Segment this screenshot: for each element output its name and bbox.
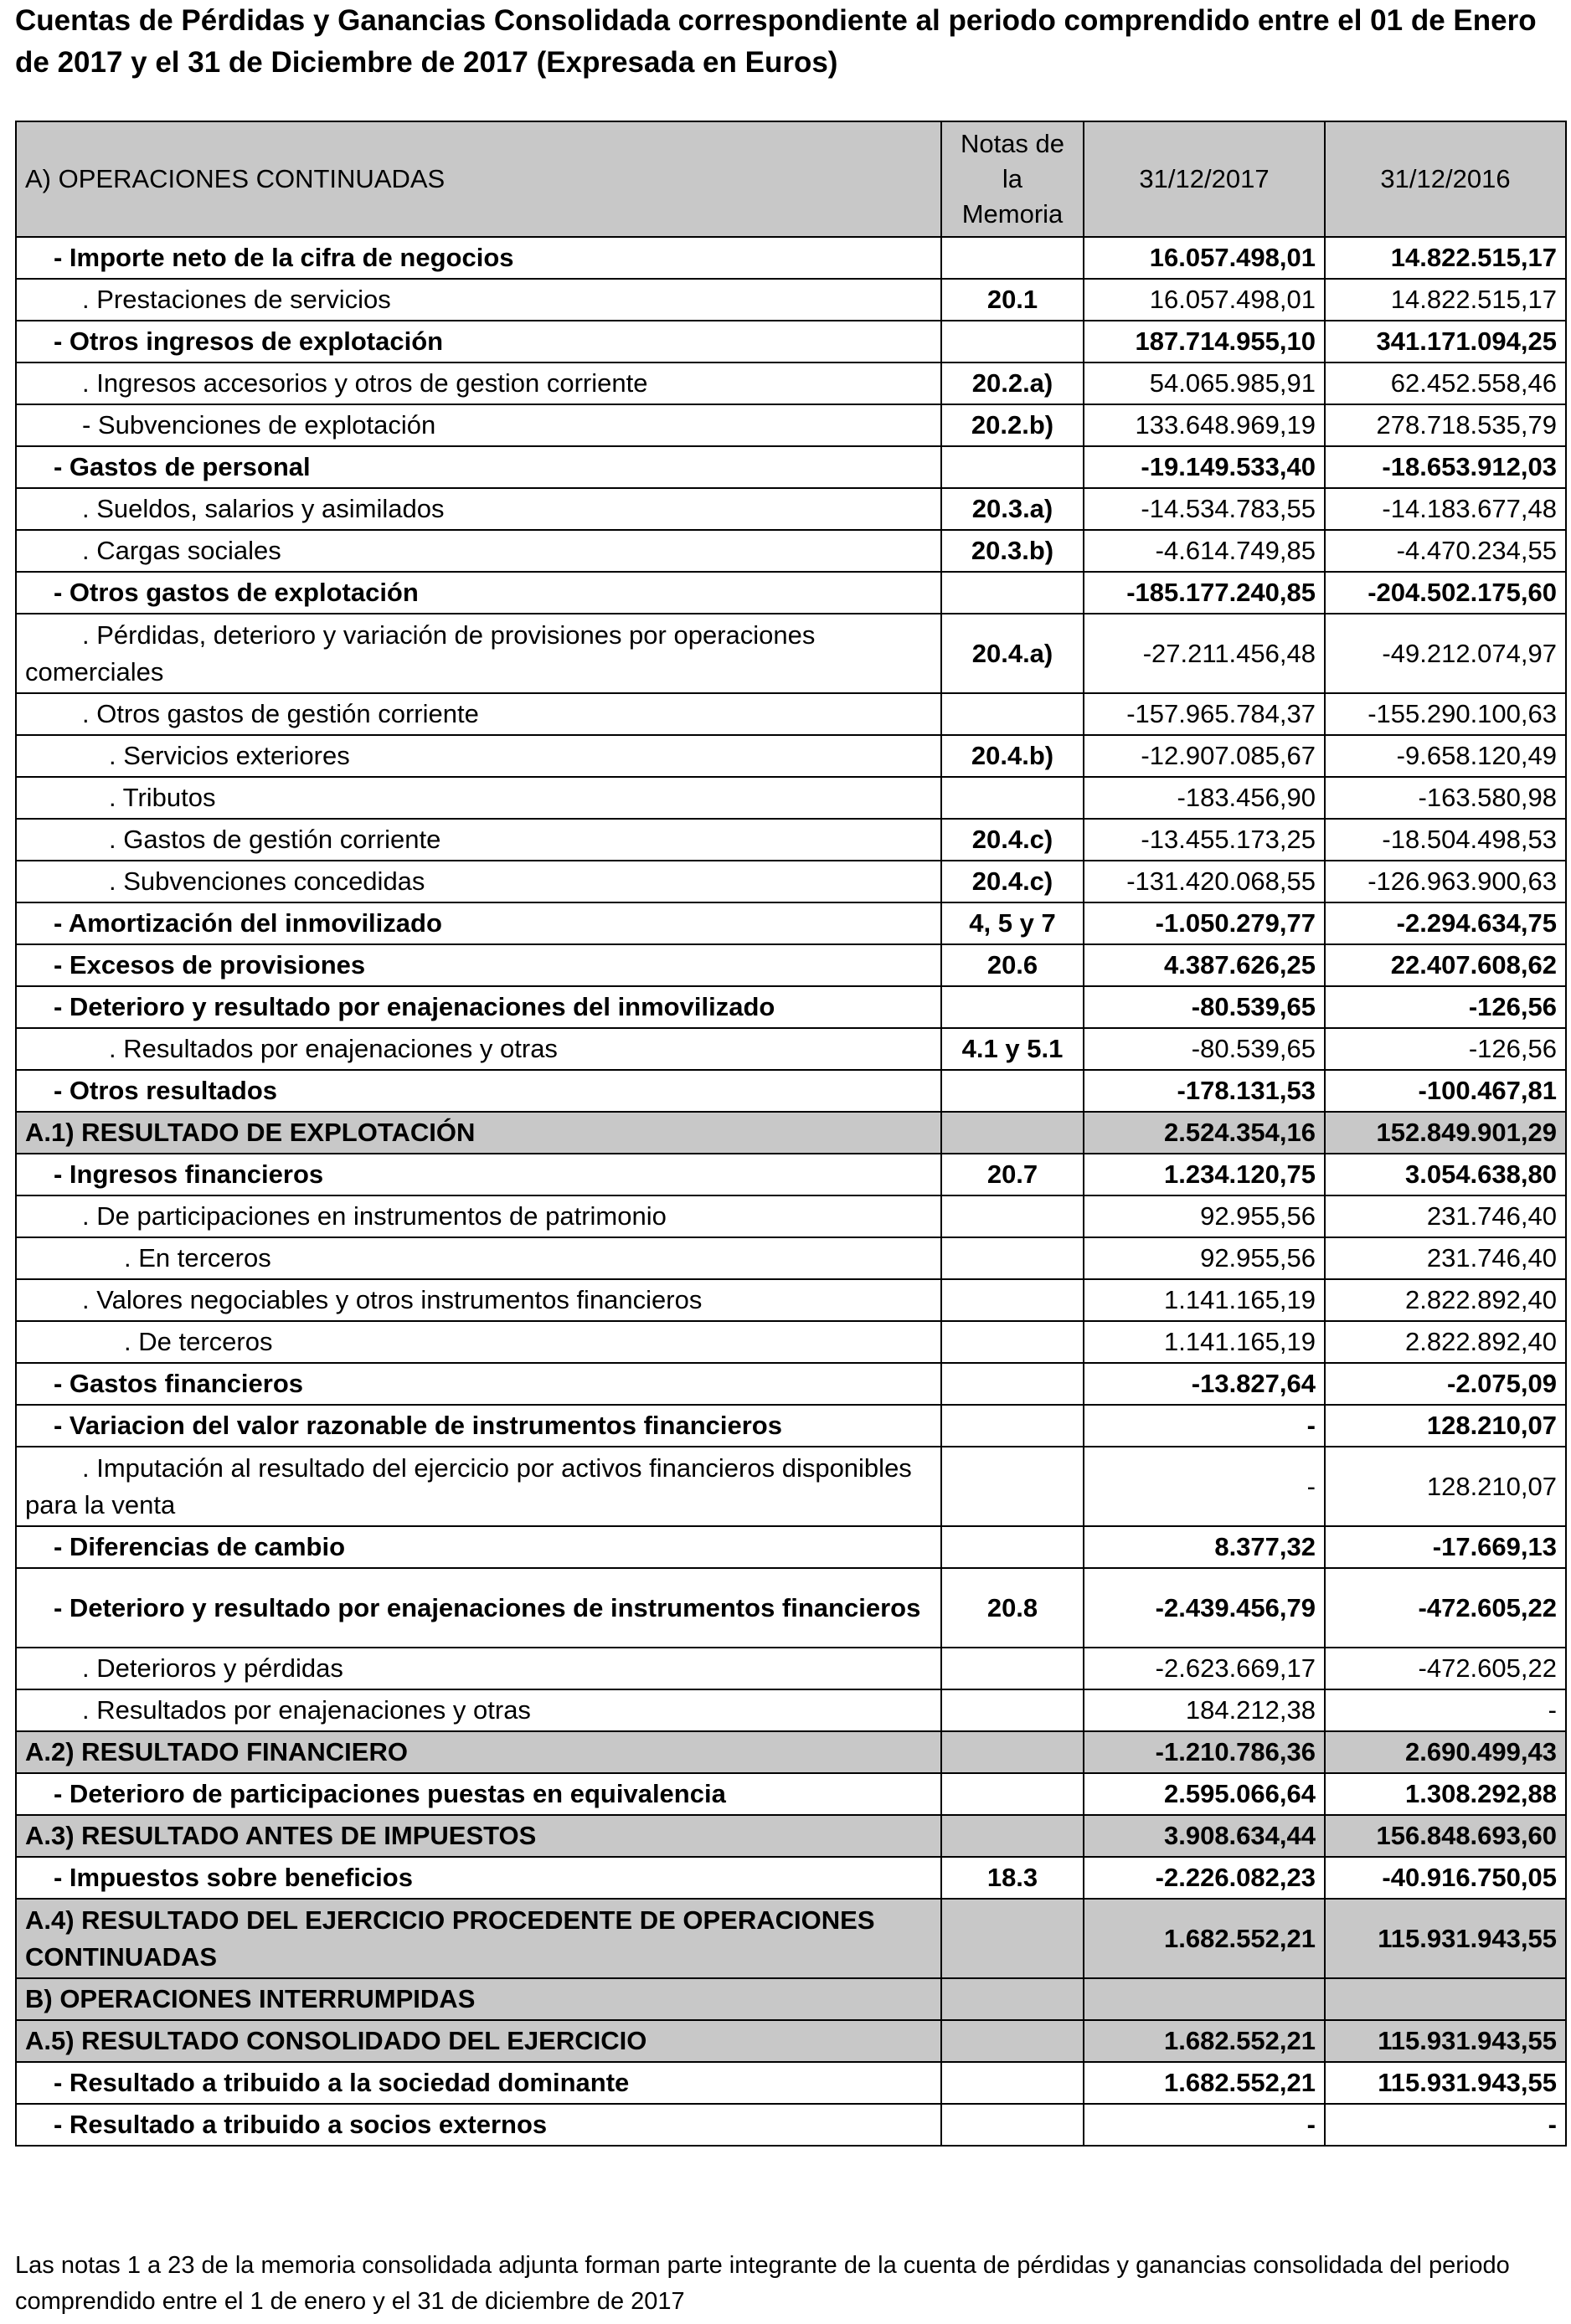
row-note: 20.4.c) xyxy=(941,861,1084,902)
table-row xyxy=(16,1237,1566,1279)
row-value-2017: -13.455.173,25 xyxy=(1084,819,1325,861)
row-value-2017: -12.907.085,67 xyxy=(1084,735,1325,777)
row-value-2016: -14.183.677,48 xyxy=(1325,488,1566,530)
row-value-2016: 3.054.638,80 xyxy=(1325,1154,1566,1195)
table-row xyxy=(16,1447,1566,1526)
row-value-2016: 1.308.292,88 xyxy=(1325,1773,1566,1815)
table-row xyxy=(16,1321,1566,1363)
row-label: . Pérdidas, deterioro y variación de provisiones por operaciones comerciales xyxy=(16,614,941,693)
row-note: 18.3 xyxy=(941,1857,1084,1899)
row-label: . Imputación al resultado del ejercicio por activos financieros disponibles para la venta xyxy=(16,1447,941,1526)
row-label: B) OPERACIONES INTERRUMPIDAS xyxy=(16,1978,941,2020)
table-row xyxy=(16,1899,1566,1978)
row-label: - Amortización del inmovilizado xyxy=(16,902,941,944)
row-label: . Sueldos, salarios y asimilados xyxy=(16,488,941,530)
row-label: - Deterioro y resultado por enajenaciones de instrumentos financieros xyxy=(16,1568,941,1648)
row-value-2016: 128.210,07 xyxy=(1325,1447,1566,1526)
table-row xyxy=(16,819,1566,861)
row-value-2016: -126.963.900,63 xyxy=(1325,861,1566,902)
row-note: 20.6 xyxy=(941,944,1084,986)
row-value-2017: -27.211.456,48 xyxy=(1084,614,1325,693)
table-row xyxy=(16,735,1566,777)
row-note: 20.7 xyxy=(941,1154,1084,1195)
table-row xyxy=(16,1363,1566,1405)
row-label: - Deterioro de participaciones puestas en equivalencia xyxy=(16,1773,941,1815)
table-row xyxy=(16,1405,1566,1447)
table-row xyxy=(16,1773,1566,1815)
row-label: - Otros resultados xyxy=(16,1070,941,1112)
table-row xyxy=(16,777,1566,819)
row-note xyxy=(941,1899,1084,1978)
row-label: - Otros gastos de explotación xyxy=(16,572,941,614)
row-note: 20.4.b) xyxy=(941,735,1084,777)
row-value-2016: - xyxy=(1325,1689,1566,1731)
row-value-2017 xyxy=(1084,1978,1325,2020)
row-value-2016: -2.075,09 xyxy=(1325,1363,1566,1405)
table-row xyxy=(16,530,1566,572)
row-value-2017: 133.648.969,19 xyxy=(1084,404,1325,446)
row-label: . Deterioros y pérdidas xyxy=(16,1648,941,1689)
row-note xyxy=(941,693,1084,735)
row-value-2016: -204.502.175,60 xyxy=(1325,572,1566,614)
row-label: - Resultado a tribuido a socios externos xyxy=(16,2104,941,2146)
row-value-2017: 1.141.165,19 xyxy=(1084,1321,1325,1363)
row-note xyxy=(941,1815,1084,1857)
row-value-2017: - xyxy=(1084,1447,1325,1526)
row-note xyxy=(941,1195,1084,1237)
row-value-2017: -19.149.533,40 xyxy=(1084,446,1325,488)
row-note: 20.4.c) xyxy=(941,819,1084,861)
table-row xyxy=(16,1195,1566,1237)
table-row xyxy=(16,1154,1566,1195)
footnote: Las notas 1 a 23 de la memoria consolidada adjunta forman parte integrante de la cuenta de pérdidas y ganancias consolidada del periodo comprendido entre el 1 de enero y el 31 de diciembre de 2017 xyxy=(15,2252,1510,2315)
row-note xyxy=(941,1237,1084,1279)
row-label: A.4) RESULTADO DEL EJERCICIO PROCEDENTE DE OPERACIONES CONTINUADAS xyxy=(16,1899,941,1978)
row-value-2016: 2.822.892,40 xyxy=(1325,1279,1566,1321)
row-note xyxy=(941,1363,1084,1405)
row-label: . De participaciones en instrumentos de patrimonio xyxy=(16,1195,941,1237)
row-value-2016: - xyxy=(1325,2104,1566,2146)
table-row xyxy=(16,693,1566,735)
row-value-2017: -1.210.786,36 xyxy=(1084,1731,1325,1773)
row-value-2017: -185.177.240,85 xyxy=(1084,572,1325,614)
table-row xyxy=(16,321,1566,362)
table-row xyxy=(16,1568,1566,1648)
row-note: 4.1 y 5.1 xyxy=(941,1028,1084,1070)
row-note xyxy=(941,1279,1084,1321)
row-label: . Ingresos accesorios y otros de gestion corriente xyxy=(16,362,941,404)
row-note xyxy=(941,1405,1084,1447)
header-2017: 31/12/2017 xyxy=(1084,121,1325,237)
row-note: 20.2.b) xyxy=(941,404,1084,446)
row-note xyxy=(941,1648,1084,1689)
row-value-2016: -49.212.074,97 xyxy=(1325,614,1566,693)
row-label: . De terceros xyxy=(16,1321,941,1363)
row-label: - Deterioro y resultado por enajenaciones del inmovilizado xyxy=(16,986,941,1028)
row-note xyxy=(941,321,1084,362)
row-note: 20.8 xyxy=(941,1568,1084,1648)
row-value-2017: -183.456,90 xyxy=(1084,777,1325,819)
row-value-2017: -1.050.279,77 xyxy=(1084,902,1325,944)
row-value-2016: 115.931.943,55 xyxy=(1325,1899,1566,1978)
row-value-2016: 14.822.515,17 xyxy=(1325,237,1566,279)
row-value-2016: -155.290.100,63 xyxy=(1325,693,1566,735)
table-row xyxy=(16,446,1566,488)
row-value-2016: -126,56 xyxy=(1325,1028,1566,1070)
table-row xyxy=(16,488,1566,530)
table-row xyxy=(16,2104,1566,2146)
row-value-2016: -18.653.912,03 xyxy=(1325,446,1566,488)
row-value-2016: -17.669,13 xyxy=(1325,1526,1566,1568)
row-value-2016: -2.294.634,75 xyxy=(1325,902,1566,944)
row-note xyxy=(941,1070,1084,1112)
row-value-2017: 184.212,38 xyxy=(1084,1689,1325,1731)
row-value-2016: 128.210,07 xyxy=(1325,1405,1566,1447)
row-note: 4, 5 y 7 xyxy=(941,902,1084,944)
table-row xyxy=(16,279,1566,321)
row-note xyxy=(941,237,1084,279)
row-value-2017: -2.623.669,17 xyxy=(1084,1648,1325,1689)
row-value-2016: 14.822.515,17 xyxy=(1325,279,1566,321)
row-value-2017: -178.131,53 xyxy=(1084,1070,1325,1112)
row-note xyxy=(941,1526,1084,1568)
row-label: . Gastos de gestión corriente xyxy=(16,819,941,861)
row-value-2017: -131.420.068,55 xyxy=(1084,861,1325,902)
table-row xyxy=(16,362,1566,404)
row-note xyxy=(941,986,1084,1028)
row-value-2016 xyxy=(1325,1978,1566,2020)
row-value-2017: -4.614.749,85 xyxy=(1084,530,1325,572)
table-row xyxy=(16,1070,1566,1112)
row-value-2017: -14.534.783,55 xyxy=(1084,488,1325,530)
row-value-2017: 1.234.120,75 xyxy=(1084,1154,1325,1195)
row-value-2017: 3.908.634,44 xyxy=(1084,1815,1325,1857)
row-value-2016: 2.690.499,43 xyxy=(1325,1731,1566,1773)
row-note: 20.3.b) xyxy=(941,530,1084,572)
row-label: - Otros ingresos de explotación xyxy=(16,321,941,362)
row-value-2017: -80.539,65 xyxy=(1084,1028,1325,1070)
row-value-2017: 92.955,56 xyxy=(1084,1237,1325,1279)
row-value-2016: -163.580,98 xyxy=(1325,777,1566,819)
table-row xyxy=(16,2062,1566,2104)
table-row xyxy=(16,861,1566,902)
row-value-2017: 1.682.552,21 xyxy=(1084,1899,1325,1978)
table-row xyxy=(16,986,1566,1028)
row-label: - Variacion del valor razonable de instrumentos financieros xyxy=(16,1405,941,1447)
table-row xyxy=(16,1279,1566,1321)
row-label: . Tributos xyxy=(16,777,941,819)
row-label: . Cargas sociales xyxy=(16,530,941,572)
row-value-2017: 1.141.165,19 xyxy=(1084,1279,1325,1321)
row-label: A.1) RESULTADO DE EXPLOTACIÓN xyxy=(16,1112,941,1154)
row-note xyxy=(941,1447,1084,1526)
row-label: - Excesos de provisiones xyxy=(16,944,941,986)
row-label: - Resultado a tribuido a la sociedad dominante xyxy=(16,2062,941,2104)
row-value-2017: - xyxy=(1084,2104,1325,2146)
row-value-2017: 54.065.985,91 xyxy=(1084,362,1325,404)
row-value-2016: 115.931.943,55 xyxy=(1325,2062,1566,2104)
row-note xyxy=(941,446,1084,488)
row-value-2017: -2.439.456,79 xyxy=(1084,1568,1325,1648)
table-row xyxy=(16,1815,1566,1857)
row-label: - Impuestos sobre beneficios xyxy=(16,1857,941,1899)
row-note xyxy=(941,1112,1084,1154)
header-concept: A) OPERACIONES CONTINUADAS xyxy=(16,121,941,237)
row-value-2016: 231.746,40 xyxy=(1325,1237,1566,1279)
row-value-2017: 1.682.552,21 xyxy=(1084,2020,1325,2062)
table-row xyxy=(16,1689,1566,1731)
row-label: A.5) RESULTADO CONSOLIDADO DEL EJERCICIO xyxy=(16,2020,941,2062)
row-label: - Ingresos financieros xyxy=(16,1154,941,1195)
header-2016: 31/12/2016 xyxy=(1325,121,1566,237)
row-label: . Resultados por enajenaciones y otras xyxy=(16,1689,941,1731)
table-row xyxy=(16,1978,1566,2020)
row-value-2017: -157.965.784,37 xyxy=(1084,693,1325,735)
row-value-2016: 341.171.094,25 xyxy=(1325,321,1566,362)
row-value-2016: -9.658.120,49 xyxy=(1325,735,1566,777)
table-row xyxy=(16,614,1566,693)
row-value-2016: -4.470.234,55 xyxy=(1325,530,1566,572)
row-value-2016: 152.849.901,29 xyxy=(1325,1112,1566,1154)
profit-loss-table xyxy=(15,121,1567,2147)
table-row xyxy=(16,2020,1566,2062)
table-row xyxy=(16,944,1566,986)
row-note xyxy=(941,572,1084,614)
row-value-2017: -2.226.082,23 xyxy=(1084,1857,1325,1899)
row-value-2017: 16.057.498,01 xyxy=(1084,279,1325,321)
row-value-2016: 115.931.943,55 xyxy=(1325,2020,1566,2062)
row-label: . En terceros xyxy=(16,1237,941,1279)
row-note xyxy=(941,1978,1084,2020)
row-label: - Diferencias de cambio xyxy=(16,1526,941,1568)
row-note: 20.1 xyxy=(941,279,1084,321)
table-row xyxy=(16,1028,1566,1070)
table-header-row xyxy=(16,121,1566,237)
row-note xyxy=(941,2020,1084,2062)
table-row xyxy=(16,1112,1566,1154)
row-label: . Servicios exteriores xyxy=(16,735,941,777)
row-value-2017: 1.682.552,21 xyxy=(1084,2062,1325,2104)
row-value-2017: 16.057.498,01 xyxy=(1084,237,1325,279)
row-value-2017: 2.595.066,64 xyxy=(1084,1773,1325,1815)
table-row xyxy=(16,572,1566,614)
row-note xyxy=(941,1321,1084,1363)
row-label: - Gastos financieros xyxy=(16,1363,941,1405)
row-value-2017: - xyxy=(1084,1405,1325,1447)
row-label: . Subvenciones concedidas xyxy=(16,861,941,902)
row-label: . Valores negociables y otros instrumentos financieros xyxy=(16,1279,941,1321)
row-value-2016: 278.718.535,79 xyxy=(1325,404,1566,446)
row-label: A.2) RESULTADO FINANCIERO xyxy=(16,1731,941,1773)
row-value-2016: 22.407.608,62 xyxy=(1325,944,1566,986)
row-value-2016: -472.605,22 xyxy=(1325,1648,1566,1689)
row-value-2016: -40.916.750,05 xyxy=(1325,1857,1566,1899)
row-note xyxy=(941,1731,1084,1773)
row-note: 20.3.a) xyxy=(941,488,1084,530)
row-value-2016: -472.605,22 xyxy=(1325,1568,1566,1648)
row-label: - Importe neto de la cifra de negocios xyxy=(16,237,941,279)
row-note xyxy=(941,2062,1084,2104)
row-value-2017: -80.539,65 xyxy=(1084,986,1325,1028)
table-row xyxy=(16,1857,1566,1899)
table-row xyxy=(16,1648,1566,1689)
row-value-2016: -18.504.498,53 xyxy=(1325,819,1566,861)
row-label: . Prestaciones de servicios xyxy=(16,279,941,321)
row-label: . Resultados por enajenaciones y otras xyxy=(16,1028,941,1070)
row-note xyxy=(941,1689,1084,1731)
row-note xyxy=(941,777,1084,819)
row-value-2016: 2.822.892,40 xyxy=(1325,1321,1566,1363)
row-note: 20.2.a) xyxy=(941,362,1084,404)
row-value-2017: -13.827,64 xyxy=(1084,1363,1325,1405)
row-note xyxy=(941,2104,1084,2146)
row-value-2017: 2.524.354,16 xyxy=(1084,1112,1325,1154)
row-label: A.3) RESULTADO ANTES DE IMPUESTOS xyxy=(16,1815,941,1857)
row-value-2016: -126,56 xyxy=(1325,986,1566,1028)
header-notes: Notas de la Memoria xyxy=(941,121,1084,237)
row-value-2017: 8.377,32 xyxy=(1084,1526,1325,1568)
row-value-2016: 156.848.693,60 xyxy=(1325,1815,1566,1857)
table-row xyxy=(16,1526,1566,1568)
row-value-2016: -100.467,81 xyxy=(1325,1070,1566,1112)
row-label: - Gastos de personal xyxy=(16,446,941,488)
table-row xyxy=(16,902,1566,944)
table-row xyxy=(16,404,1566,446)
row-note: 20.4.a) xyxy=(941,614,1084,693)
table-row xyxy=(16,237,1566,279)
row-value-2017: 92.955,56 xyxy=(1084,1195,1325,1237)
row-value-2017: 187.714.955,10 xyxy=(1084,321,1325,362)
page-title: Cuentas de Pérdidas y Ganancias Consolidada correspondiente al periodo comprendido entre el 01 de Enero de 2017 y el 31 de Diciembre de 2017 (Expresada en Euros) xyxy=(15,4,1537,79)
row-value-2017: 4.387.626,25 xyxy=(1084,944,1325,986)
table-row xyxy=(16,1731,1566,1773)
row-value-2016: 231.746,40 xyxy=(1325,1195,1566,1237)
row-label: . Otros gastos de gestión corriente xyxy=(16,693,941,735)
row-note xyxy=(941,1773,1084,1815)
row-value-2016: 62.452.558,46 xyxy=(1325,362,1566,404)
row-label: - Subvenciones de explotación xyxy=(16,404,941,446)
